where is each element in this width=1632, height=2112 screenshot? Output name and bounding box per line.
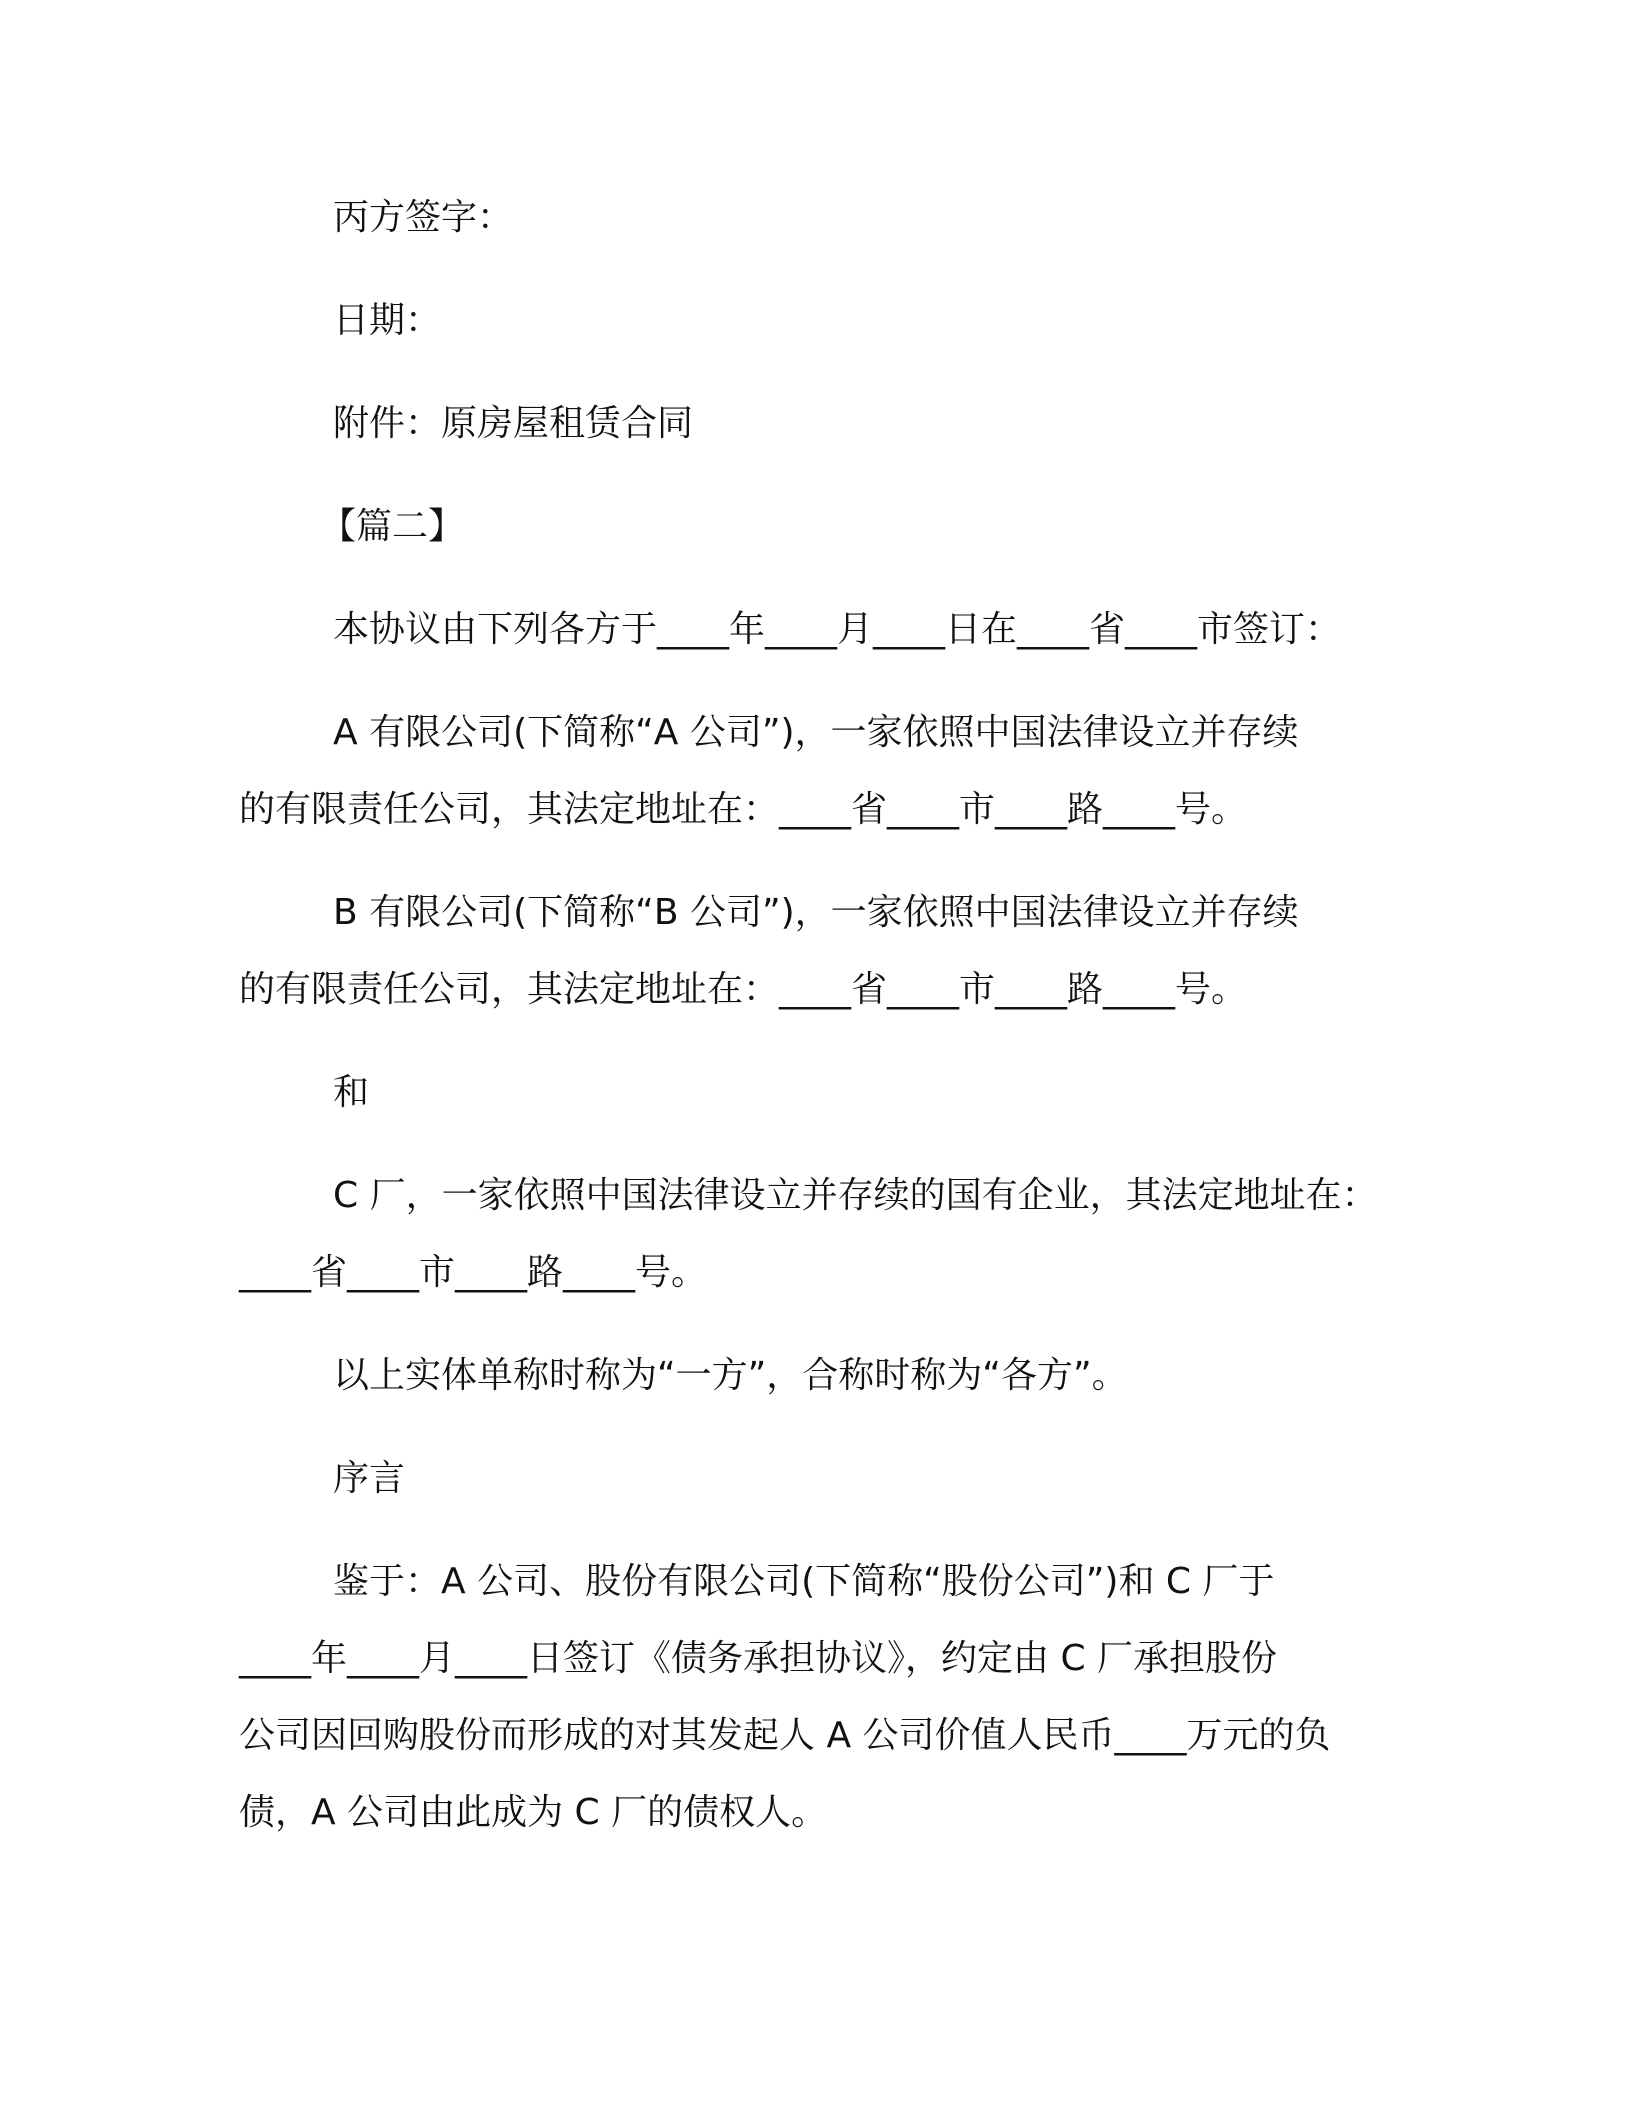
whereas-line-3: 公司因回购股份而形成的对其发起人 A 公司价值人民币____万元的负	[239, 1715, 1331, 1756]
definitions-line: 以上实体单称时称为“一方”，合称时称为“各方”。	[333, 1355, 1128, 1396]
preamble-heading: 序言	[333, 1458, 406, 1499]
party-a-line-1: A 有限公司(下简称“A 公司”)，一家依照中国法律设立并存续	[333, 712, 1299, 753]
party-b-line-2: 的有限责任公司，其法定地址在：____省____市____路____号。	[239, 969, 1248, 1010]
party-c-line-1: C 厂，一家依照中国法律设立并存续的国有企业，其法定地址在：	[333, 1175, 1378, 1216]
party-a-line-2: 的有限责任公司，其法定地址在：____省____市____路____号。	[239, 789, 1248, 830]
whereas-line-2: ____年____月____日签订《债务承担协议》，约定由 C 厂承担股份	[239, 1638, 1278, 1679]
attachment-line: 附件：原房屋租赁合同	[333, 403, 694, 444]
party-c-signature-line: 丙方签字：	[333, 197, 514, 238]
whereas-line-4: 债，A 公司由此成为 C 厂的债权人。	[239, 1792, 828, 1833]
party-b-line-1: B 有限公司(下简称“B 公司”)，一家依照中国法律设立并存续	[333, 892, 1299, 933]
agreement-intro: 本协议由下列各方于____年____月____日在____省____市签订：	[333, 609, 1342, 650]
whereas-line-1: 鉴于：A 公司、股份有限公司(下简称“股份公司”)和 C 厂于	[333, 1561, 1275, 1602]
section-heading: 【篇二】	[320, 506, 465, 547]
date-line: 日期：	[333, 300, 442, 341]
conjunction-line: 和	[333, 1072, 370, 1113]
party-c-line-2: ____省____市____路____号。	[239, 1252, 708, 1293]
